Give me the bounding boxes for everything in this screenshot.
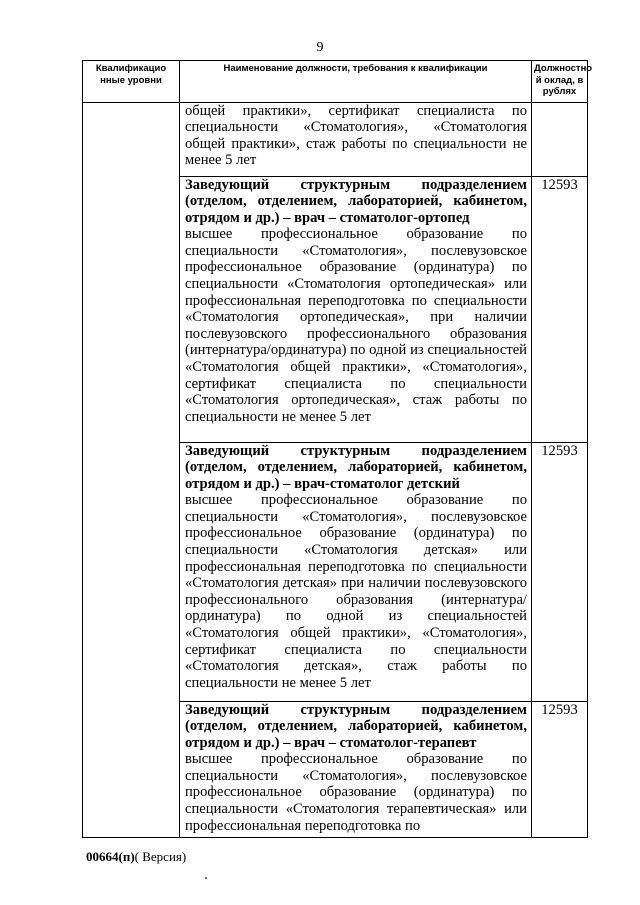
position-title: Заведующий структурным подразделением (отделом, отделением, лабораторией, кабинетом, отрядом и др.) – врач-стоматолог детский bbox=[185, 442, 527, 492]
qualification-table bbox=[82, 60, 593, 838]
requirement-text: высшее профессиональное образование по специальности «Стоматология», послевузовское профессиональное образование (ординатура) по специальности «Стоматология детская» или профессиональная переподготовка по специальности «Стоматология детская» при наличии послевузовского профессионального образования (интернатура/ординатура) по одной из специальностей «Стоматология общей практики», «Стоматология», сертификат специалиста по специальности «Стоматология детская», стаж работы по специальности не менее 5 лет bbox=[185, 492, 527, 691]
header-salary: Должностно й оклад, в рублях bbox=[532, 61, 588, 103]
salary-cell: 12593 bbox=[532, 701, 588, 837]
requirement-cell bbox=[180, 701, 532, 837]
position-title: Заведующий структурным подразделением (отделом, отделением, лабораторией, кабинетом, отрядом и др.) – врач – стоматолог-терапевт bbox=[185, 701, 527, 751]
requirement-cell bbox=[180, 176, 532, 442]
salary-cell bbox=[532, 102, 588, 176]
salary-cell: 12593 bbox=[532, 176, 588, 442]
table-header-row bbox=[83, 61, 588, 103]
requirement-text: высшее профессиональное образование по специальности «Стоматология», послевузовское профессиональное образование (ординатура) по специальности «Стоматология ортопедическая» или профессиональная переподготовка по специальности «Стоматология ортопедическая», при наличии послевузовского профессионального образования (интернатура/ординатура) по одной из специальностей «Стоматология общей практики», «Стоматология», сертификат специалиста по специальности «Стоматология ортопедическая», стаж работы по специальности не менее 5 лет bbox=[185, 226, 527, 425]
requirement-cell bbox=[180, 442, 532, 701]
qualification-level-cell bbox=[83, 102, 180, 837]
scan-speck bbox=[205, 877, 207, 879]
position-title: Заведующий структурным подразделением (отделом, отделением, лабораторией, кабинетом, отрядом и др.) – врач – стоматолог-ортопед bbox=[185, 176, 527, 226]
document-footer bbox=[86, 849, 186, 865]
requirement-cell bbox=[180, 102, 532, 176]
header-levels: Квалификацио нные уровни bbox=[83, 61, 180, 103]
document-code: 00664(п) bbox=[86, 849, 135, 864]
salary-cell: 12593 bbox=[532, 442, 588, 701]
document-version: ( Версия) bbox=[134, 849, 187, 864]
header-position: Наименование должности, требования к квалификации bbox=[180, 61, 532, 103]
requirement-text: высшее профессиональное образование по специальности «Стоматология», послевузовское профессиональное образование (ординатура) по специальности «Стоматология терапевтическая» или профессиональная переподготовка по bbox=[185, 751, 527, 834]
table-row bbox=[83, 102, 588, 176]
requirement-text: общей практики», сертификат специалиста по специальности «Стоматология», «Стоматология общей практики», стаж работы по специальности не менее 5 лет bbox=[185, 102, 527, 169]
page-number: 9 bbox=[316, 40, 324, 55]
